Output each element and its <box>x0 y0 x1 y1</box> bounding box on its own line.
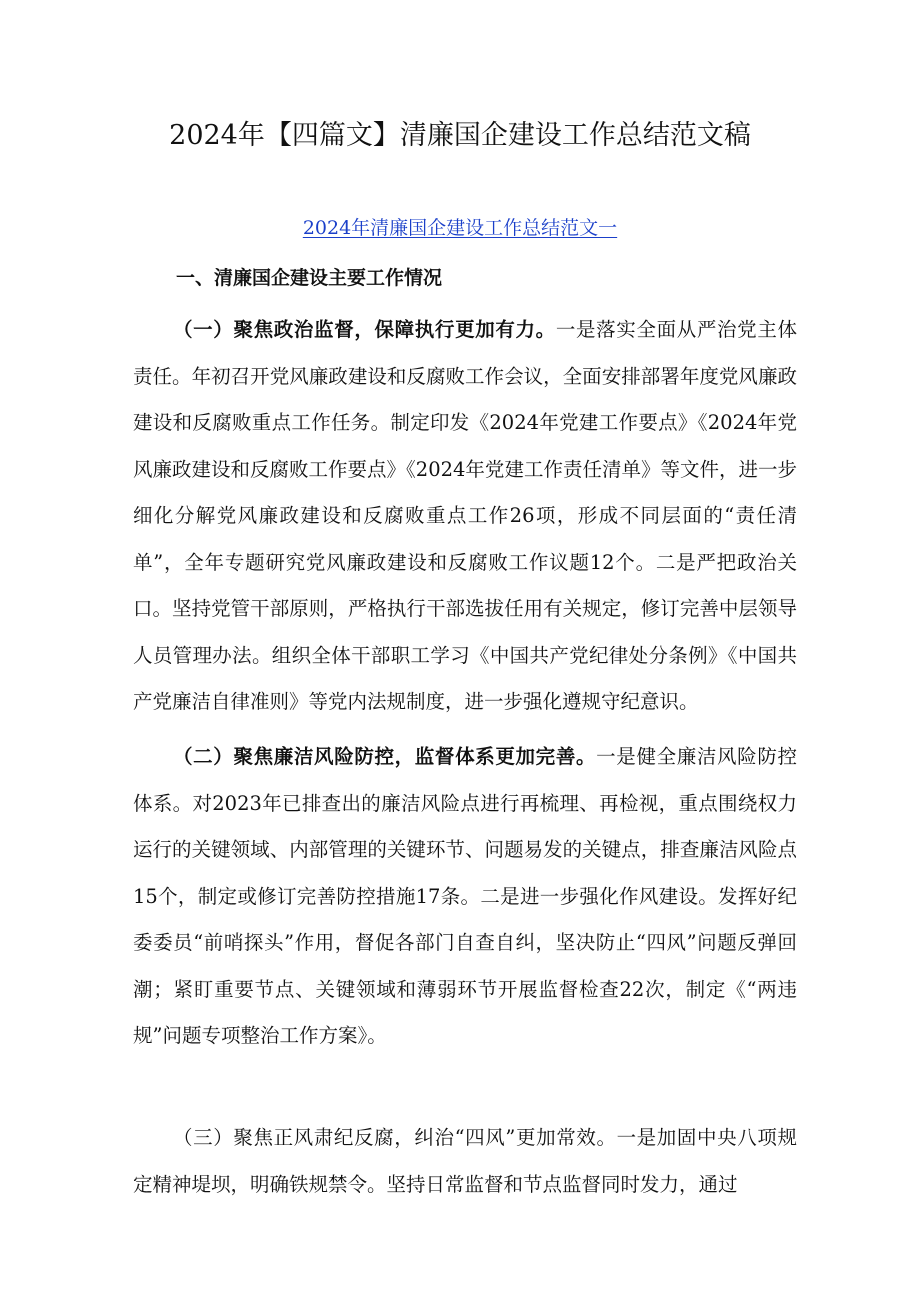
paragraph-body: 一是落实全面从严治党主体责任。年初召开党风廉政建设和反腐败工作会议，全面安排部署年度党风廉政建设和反腐败重点工作任务。制定印发《2024年党建工作要点》《2024年党风廉政建设和反腐败工作要点》《2024年党建工作责任清单》等文件，进一步细化分解党风廉政建设和反腐败重点工作26项，形成不同层面的“责任清单”，全年专题研究党风廉政建设和反腐败工作议题12个。二是严把政治关口。坚持党管干部原则，严格执行干部选拔任用有关规定，修订完善中层领导人员管理办法。组织全体干部职工学习《中国共产党纪律处分条例》《中国共产党廉洁自律准则》等党内法规制度，进一步强化遵规守纪意识。 <box>133 318 797 713</box>
paragraph-2 <box>133 734 797 1060</box>
paragraph-body: 一是加固中央八项规定精神堤坝，明确铁规禁令。坚持日常监督和节点监督同时发力，通过 <box>133 1126 797 1196</box>
subtitle <box>0 212 920 244</box>
paragraph-1 <box>133 307 797 726</box>
section-heading: 一、清廉国企建设主要工作情况 <box>176 267 443 289</box>
paragraph-lead: （一）聚焦政治监督，保障执行更加有力。 <box>173 318 556 341</box>
paragraph-lead: （三）聚焦正风肃纪反腐，纠治“四风”更加常效。 <box>173 1126 617 1149</box>
document-title: 2024年【四篇文】清廉国企建设工作总结范文稿 <box>169 120 751 151</box>
paragraph-lead: （二）聚焦廉洁风险防控，监督体系更加完善。 <box>173 745 597 768</box>
paragraph-body: 一是健全廉洁风险防控体系。对2023年已排查出的廉洁风险点进行再梳理、再检视，重点围绕权力运行的关键领域、内部管理的关键环节、问题易发的关键点，排查廉洁风险点15个，制定或修订完善防控措施17条。二是进一步强化作风建设。发挥好纪委委员“前哨探头”作用，督促各部门自查自纠，坚决防止“四风”问题反弹回潮；紧盯重要节点、关键领域和薄弱环节开展监督检查22次，制定《“两违规”问题专项整治工作方案》。 <box>133 745 797 1047</box>
subtitle-link[interactable]: 2024年清廉国企建设工作总结范文一 <box>302 217 618 239</box>
paragraph-3 <box>133 1115 797 1208</box>
